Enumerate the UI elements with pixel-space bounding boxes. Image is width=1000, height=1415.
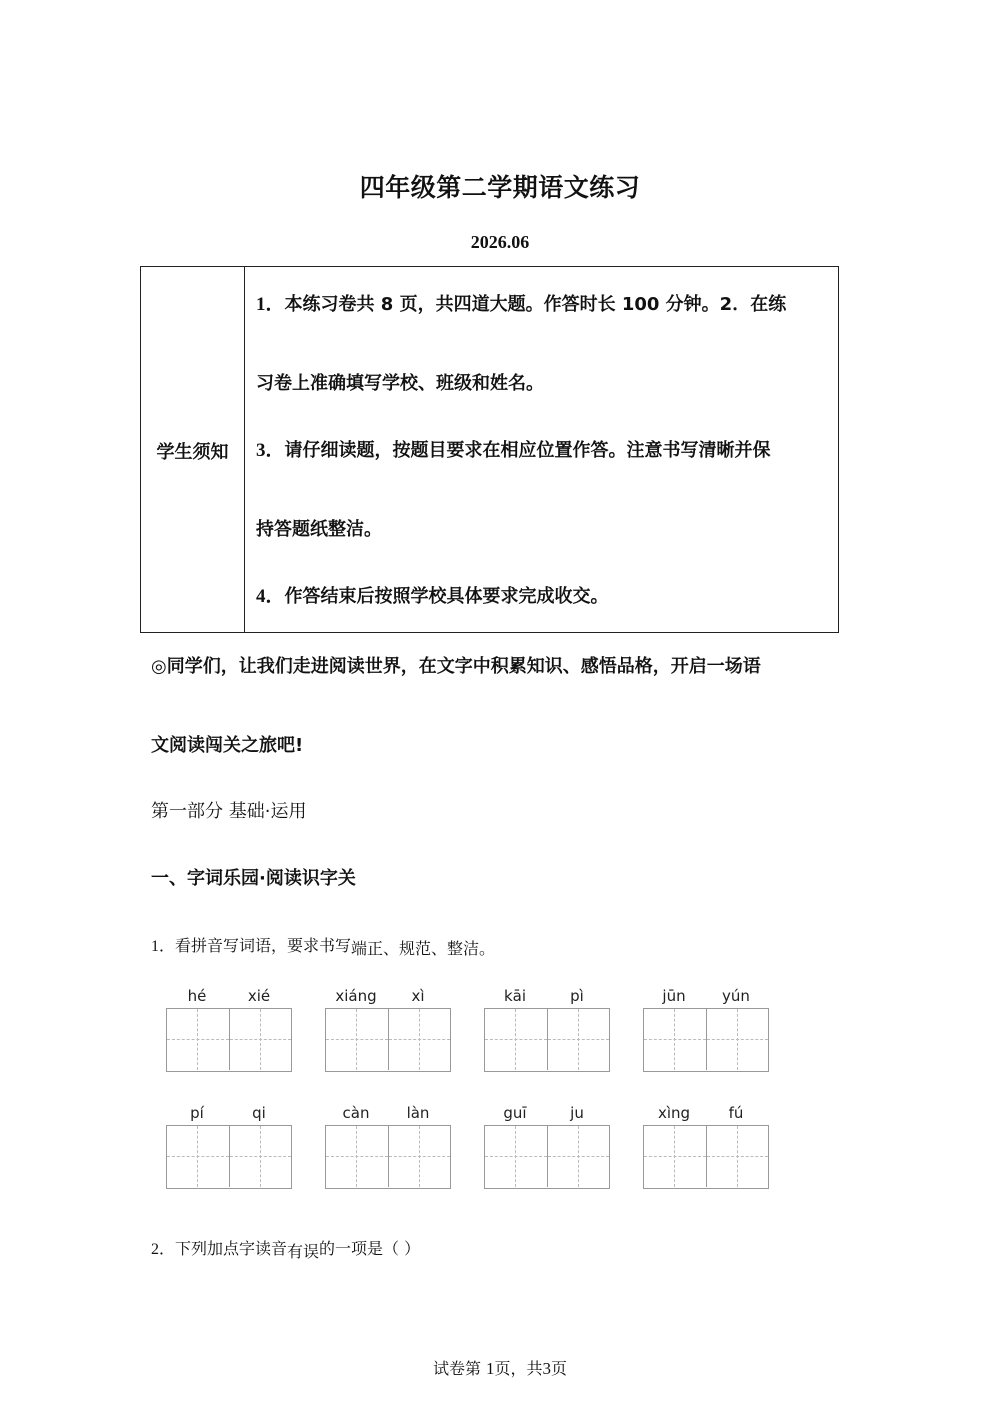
pinyin-word-box bbox=[325, 987, 451, 1087]
character-writing-cell[interactable] bbox=[644, 1126, 706, 1187]
footer-total-pages: 3 bbox=[542, 1359, 552, 1378]
character-writing-cell[interactable] bbox=[229, 1126, 291, 1187]
question-text: 看拼音写词语，要求书写 bbox=[175, 936, 352, 955]
intro-line-1: ◎同学们，让我们走进阅读世界，在文字中积累知识、感悟品格，开启一场语 bbox=[151, 656, 761, 677]
pinyin-word-box bbox=[166, 987, 292, 1087]
character-writing-cell[interactable] bbox=[326, 1126, 388, 1187]
notice-line-number: 1． bbox=[256, 294, 285, 315]
question-text-emphasis: 有误 bbox=[287, 1242, 320, 1261]
notice-label: 学生须知 bbox=[156, 442, 229, 463]
character-writing-cell[interactable] bbox=[326, 1009, 388, 1070]
cell-guide-line bbox=[230, 1039, 291, 1040]
pinyin-syllable: xiáng bbox=[335, 987, 377, 1005]
question-1 bbox=[151, 933, 495, 956]
pinyin-word-box bbox=[325, 1104, 451, 1204]
question-text: 下列加点字读音 bbox=[175, 1239, 288, 1258]
cell-guide-line bbox=[644, 1156, 706, 1157]
cell-guide-line bbox=[326, 1156, 388, 1157]
pinyin-word-box bbox=[484, 1104, 610, 1204]
character-writing-cell[interactable] bbox=[485, 1009, 547, 1070]
page-title: 四年级第二学期语文练习 bbox=[359, 173, 641, 202]
page-footer bbox=[0, 1356, 1000, 1379]
notice-line-5 bbox=[256, 581, 609, 608]
footer-page-number: 1 bbox=[486, 1359, 495, 1378]
character-writing-cell[interactable] bbox=[485, 1126, 547, 1187]
cell-guide-line bbox=[548, 1039, 609, 1040]
pinyin-syllable: pí bbox=[190, 1104, 204, 1122]
cell-guide-line bbox=[167, 1156, 229, 1157]
footer-suffix: 页 bbox=[551, 1359, 568, 1378]
pinyin-syllable: kāi bbox=[503, 987, 527, 1005]
pinyin-syllable: yún bbox=[722, 987, 750, 1005]
tianzige-grid bbox=[166, 1125, 292, 1189]
question-number: 2． bbox=[151, 1241, 176, 1258]
character-writing-cell[interactable] bbox=[644, 1009, 706, 1070]
notice-divider bbox=[244, 267, 245, 632]
pinyin-syllable: xìng bbox=[657, 1104, 691, 1122]
pinyin-syllable: jūn bbox=[662, 987, 686, 1005]
character-writing-cell[interactable] bbox=[388, 1009, 450, 1070]
cell-guide-line bbox=[548, 1156, 609, 1157]
tianzige-grid bbox=[643, 1008, 769, 1072]
character-writing-cell[interactable] bbox=[706, 1126, 768, 1187]
tianzige-grid bbox=[166, 1008, 292, 1072]
character-writing-cell[interactable] bbox=[706, 1009, 768, 1070]
pinyin-word-box bbox=[643, 987, 769, 1087]
character-writing-cell[interactable] bbox=[547, 1126, 609, 1187]
pinyin-syllable: làn bbox=[406, 1104, 430, 1122]
notice-line-3 bbox=[256, 435, 771, 462]
notice-line-text: 习卷上准确填写学校、班级和姓名。 bbox=[256, 373, 544, 394]
tianzige-grid bbox=[484, 1125, 610, 1189]
cell-guide-line bbox=[485, 1156, 547, 1157]
pinyin-syllable: guī bbox=[503, 1104, 527, 1122]
character-writing-cell[interactable] bbox=[167, 1009, 229, 1070]
cell-guide-line bbox=[230, 1156, 291, 1157]
pinyin-syllable: qi bbox=[252, 1104, 266, 1122]
pinyin-syllable: ju bbox=[570, 1104, 584, 1122]
character-writing-cell[interactable] bbox=[388, 1126, 450, 1187]
footer-middle: 页，共 bbox=[494, 1359, 543, 1378]
section-title: 一、字词乐园·阅读识字关 bbox=[151, 868, 356, 889]
part-title: 第一部分 基础·运用 bbox=[151, 801, 307, 822]
cell-guide-line bbox=[707, 1039, 768, 1040]
notice-line-4 bbox=[256, 515, 382, 541]
cell-guide-line bbox=[644, 1039, 706, 1040]
pinyin-syllable: pì bbox=[570, 987, 584, 1005]
pinyin-syllable: xié bbox=[247, 987, 271, 1005]
cell-guide-line bbox=[167, 1039, 229, 1040]
cell-guide-line bbox=[707, 1156, 768, 1157]
question-2 bbox=[151, 1236, 420, 1259]
question-number: 1． bbox=[151, 938, 176, 955]
student-notice-box bbox=[140, 266, 839, 633]
pinyin-syllable: fú bbox=[728, 1104, 744, 1122]
cell-guide-line bbox=[326, 1039, 388, 1040]
exam-date: 2026.06 bbox=[470, 232, 530, 252]
cell-guide-line bbox=[389, 1156, 450, 1157]
question-text-continued: 端正、规范、整洁。 bbox=[351, 939, 496, 958]
notice-line-text: 本练习卷共 8 页，共四道大题。作答时长 100 分钟。2．在练 bbox=[284, 294, 787, 315]
pinyin-word-box bbox=[484, 987, 610, 1087]
tianzige-grid bbox=[325, 1125, 451, 1189]
notice-line-text: 持答题纸整洁。 bbox=[256, 519, 382, 540]
pinyin-word-box bbox=[643, 1104, 769, 1204]
notice-line-text: 请仔细读题，按题目要求在相应位置作答。注意书写清晰并保 bbox=[284, 440, 771, 461]
notice-line-text: 作答结束后按照学校具体要求完成收交。 bbox=[284, 586, 609, 607]
notice-line-1 bbox=[256, 289, 786, 316]
footer-prefix: 试卷第 bbox=[432, 1359, 487, 1378]
intro-line-2: 文阅读闯关之旅吧! bbox=[151, 735, 304, 756]
character-writing-cell[interactable] bbox=[167, 1126, 229, 1187]
notice-line-number: 3． bbox=[256, 440, 285, 461]
pinyin-syllable: càn bbox=[342, 1104, 370, 1122]
pinyin-word-box bbox=[166, 1104, 292, 1204]
question-text-end: 的一项是（ ） bbox=[319, 1239, 421, 1258]
character-writing-cell[interactable] bbox=[547, 1009, 609, 1070]
tianzige-grid bbox=[484, 1008, 610, 1072]
cell-guide-line bbox=[389, 1039, 450, 1040]
pinyin-syllable: xì bbox=[411, 987, 425, 1005]
pinyin-syllable: hé bbox=[187, 987, 207, 1005]
notice-line-2 bbox=[256, 369, 544, 395]
character-writing-cell[interactable] bbox=[229, 1009, 291, 1070]
notice-line-number: 4． bbox=[256, 586, 285, 607]
tianzige-grid bbox=[325, 1008, 451, 1072]
tianzige-grid bbox=[643, 1125, 769, 1189]
cell-guide-line bbox=[485, 1039, 547, 1040]
